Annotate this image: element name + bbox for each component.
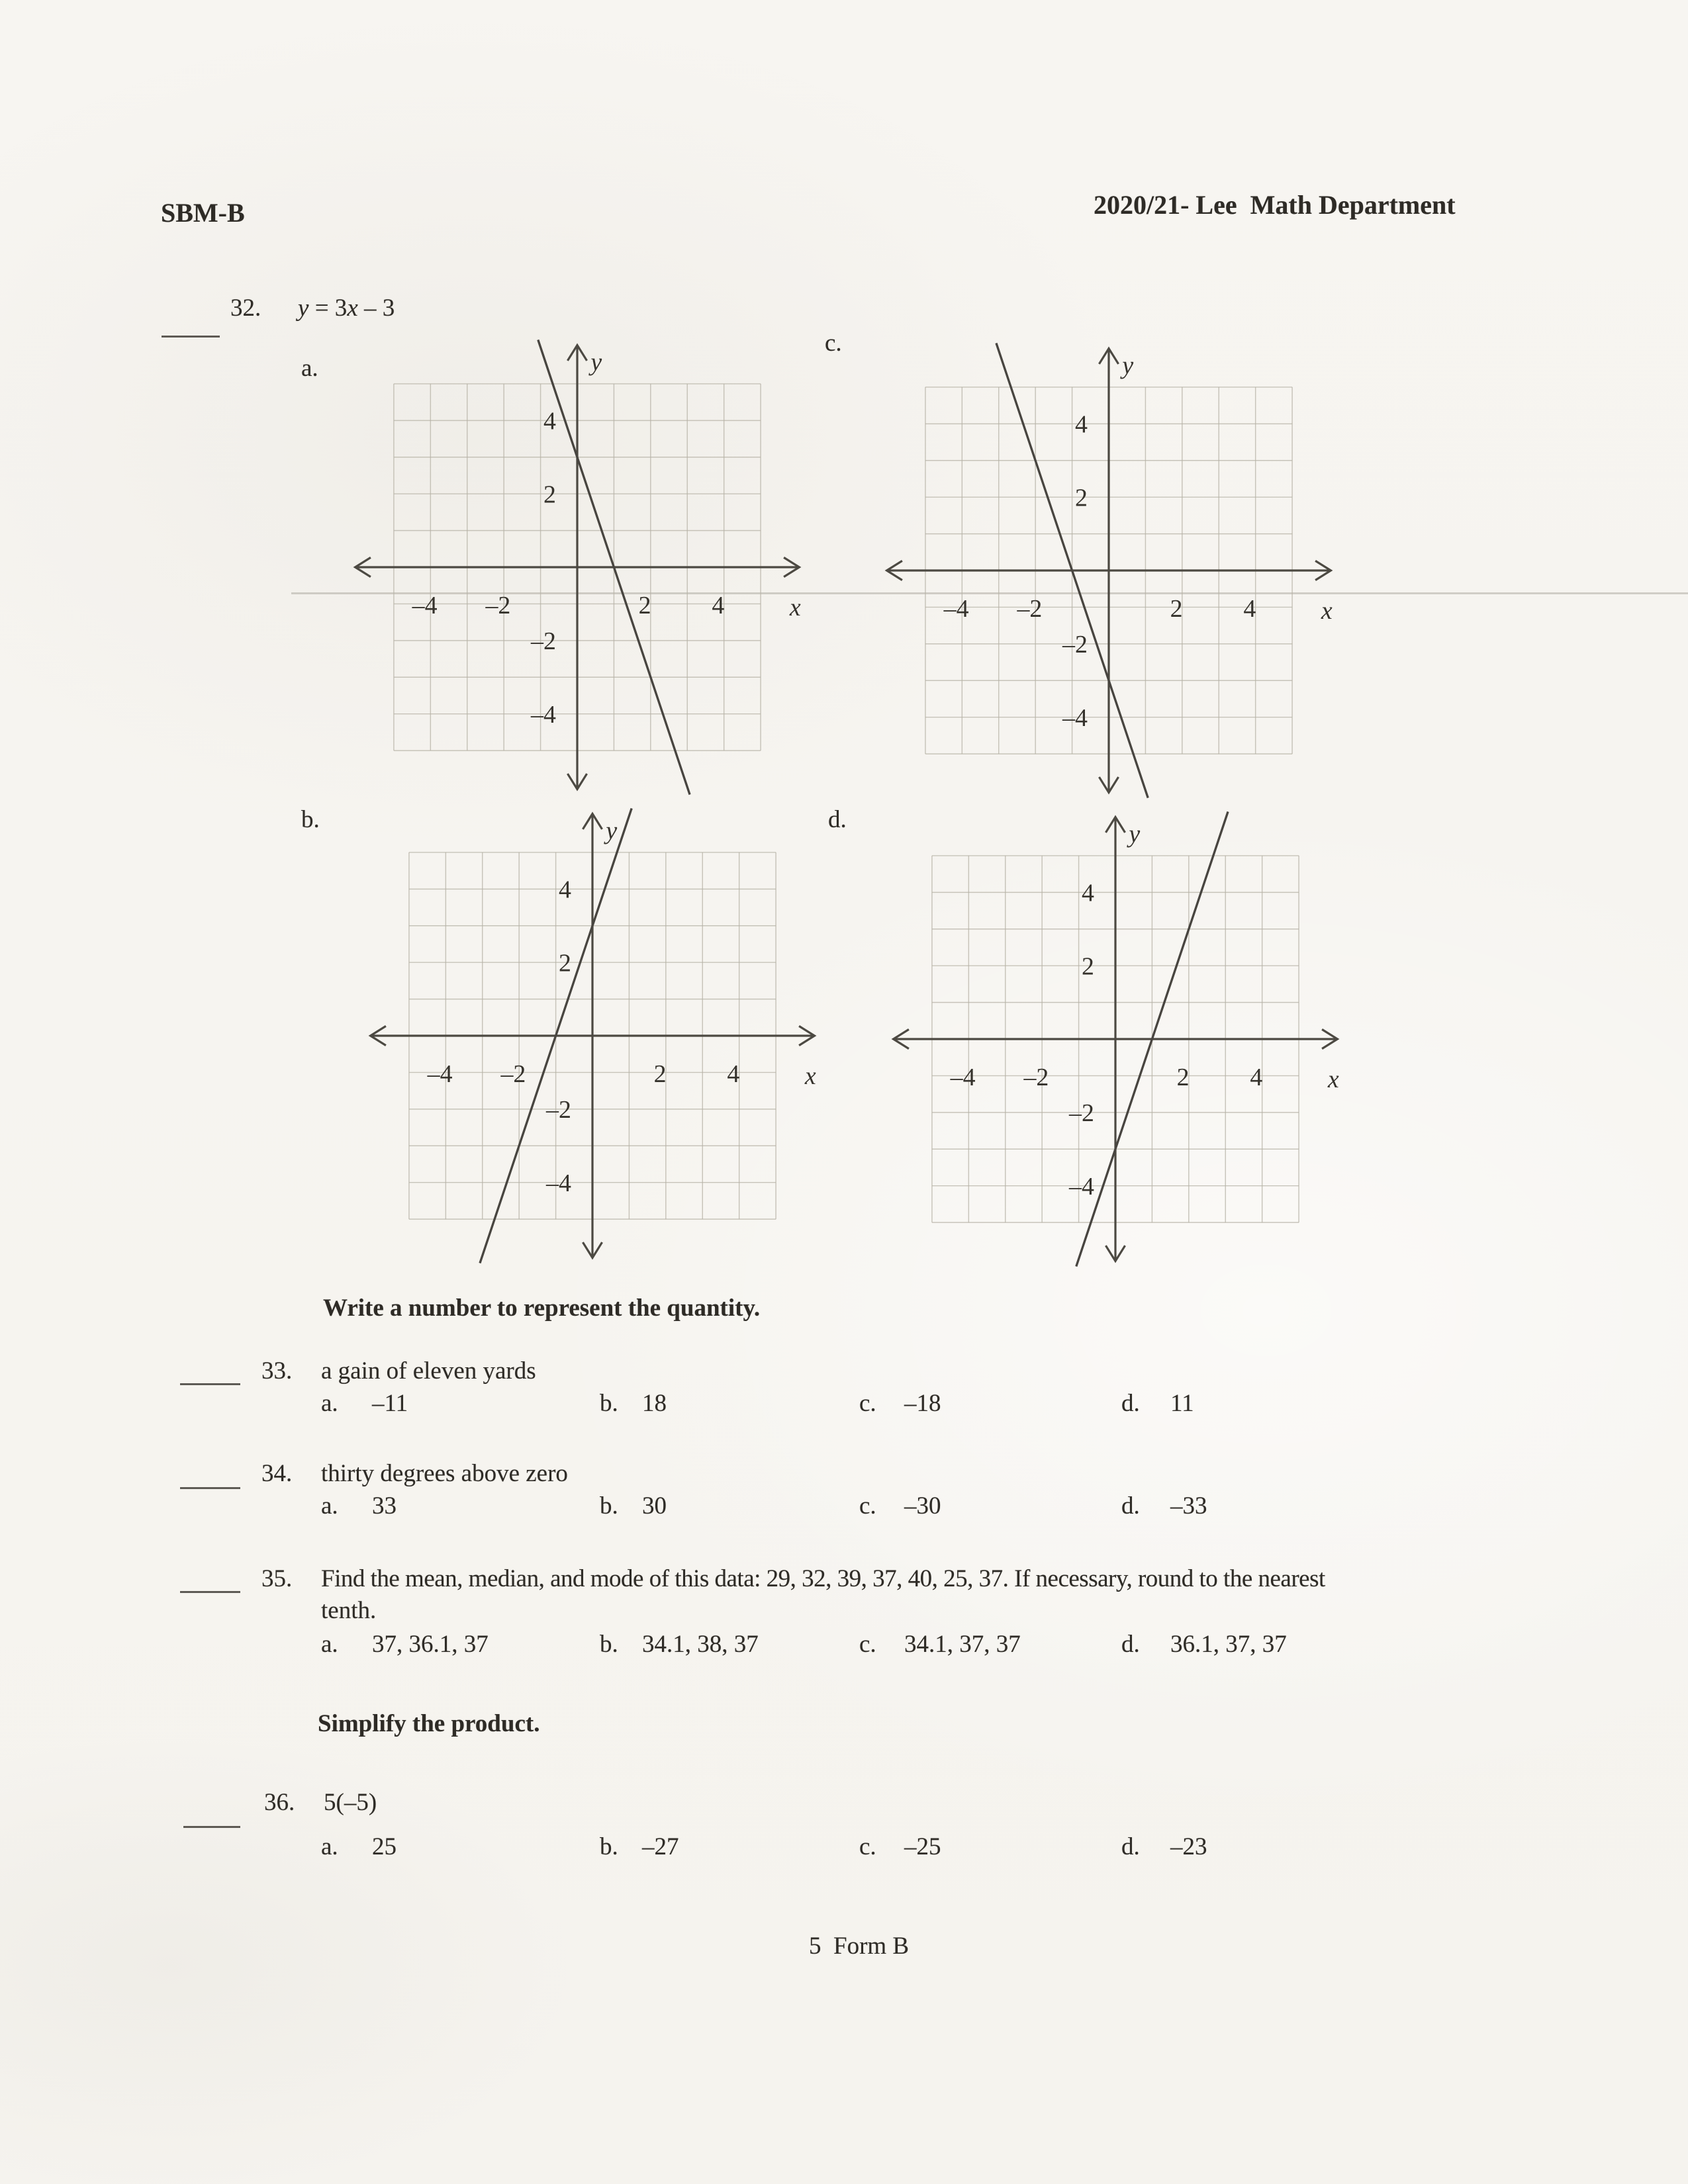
- svg-text:4: 4: [1074, 410, 1088, 439]
- graph-d-letter: d.: [828, 806, 847, 833]
- svg-text:y: y: [1122, 351, 1134, 380]
- svg-text:4: 4: [727, 1060, 740, 1088]
- svg-text:2: 2: [1170, 595, 1183, 623]
- q34-option-b-value: 30: [642, 1492, 667, 1520]
- equation-tail: – 3: [357, 295, 395, 322]
- page-footer: 5 Form B: [809, 1933, 910, 1960]
- q34-option-d-letter: d.: [1121, 1492, 1140, 1520]
- q34-option-a-letter: a.: [321, 1492, 338, 1520]
- equation-mid: = 3: [308, 295, 348, 322]
- question-36-number: 36.: [264, 1789, 295, 1816]
- question-33-number: 33.: [261, 1357, 293, 1385]
- q33-option-a-letter: a.: [321, 1390, 338, 1417]
- graph-d-plot: [884, 807, 1347, 1271]
- graph-c-letter: c.: [825, 330, 842, 357]
- svg-text:x: x: [1321, 596, 1333, 625]
- question-34-number: 34.: [261, 1460, 293, 1487]
- question-35-text-line1: Find the mean, median, and mode of this data: 29, 32, 39, 37, 40, 25, 37. If necessary, round to the nearest: [321, 1565, 1325, 1592]
- q33-option-d-letter: d.: [1121, 1390, 1140, 1417]
- q34-option-c-value: –30: [904, 1492, 941, 1520]
- svg-text:4: 4: [712, 592, 725, 619]
- answer-blank-q34: [180, 1487, 240, 1489]
- svg-text:–4: –4: [412, 592, 438, 619]
- svg-text:–4: –4: [1062, 704, 1088, 732]
- question-35-number: 35.: [261, 1565, 293, 1592]
- q34-option-c-letter: c.: [859, 1492, 876, 1520]
- svg-text:–2: –2: [1069, 1099, 1094, 1127]
- svg-text:–2: –2: [500, 1060, 526, 1088]
- svg-text:–4: –4: [943, 595, 969, 623]
- q35-option-d-value: 36.1, 37, 37: [1170, 1631, 1287, 1658]
- equation-var-x: x: [347, 295, 358, 322]
- svg-text:x: x: [789, 593, 801, 621]
- svg-text:y: y: [1129, 820, 1141, 848]
- svg-text:4: 4: [543, 407, 556, 435]
- svg-text:x: x: [804, 1062, 816, 1090]
- q36-option-b-letter: b.: [600, 1833, 618, 1860]
- header-right-title: 2020/21- Lee Math Department: [1094, 190, 1456, 220]
- answer-blank-q36: [183, 1826, 240, 1828]
- question-35-text-line2: tenth.: [321, 1597, 377, 1624]
- svg-text:2: 2: [638, 592, 651, 619]
- q35-option-b-letter: b.: [600, 1631, 618, 1658]
- q36-option-b-value: –27: [642, 1833, 679, 1860]
- question-32-equation: [298, 296, 395, 320]
- svg-text:–2: –2: [531, 627, 556, 655]
- svg-text:y: y: [606, 817, 618, 845]
- svg-text:2: 2: [1176, 1064, 1190, 1091]
- header-left-title: SBM-B: [161, 198, 245, 228]
- q33-option-a-value: –11: [372, 1390, 408, 1417]
- graph-b-letter: b.: [301, 806, 320, 833]
- q36-option-c-value: –25: [904, 1833, 941, 1860]
- q33-option-b-value: 18: [642, 1390, 667, 1417]
- question-33-text: a gain of eleven yards: [321, 1357, 536, 1385]
- question-36-text: 5(–5): [324, 1789, 377, 1816]
- q33-option-c-letter: c.: [859, 1390, 876, 1417]
- graph-a-letter: a.: [301, 355, 318, 382]
- section-heading-simplify: Simplify the product.: [318, 1710, 540, 1737]
- q34-option-d-value: –33: [1170, 1492, 1207, 1520]
- svg-text:–2: –2: [1017, 595, 1043, 623]
- q36-option-a-value: 25: [372, 1833, 397, 1860]
- svg-text:–4: –4: [546, 1169, 571, 1197]
- svg-text:–4: –4: [1069, 1172, 1094, 1201]
- question-32-number: 32.: [230, 295, 261, 322]
- q35-option-d-letter: d.: [1121, 1631, 1140, 1658]
- svg-text:4: 4: [1243, 595, 1256, 623]
- q33-option-d-value: 11: [1170, 1390, 1194, 1417]
- q33-option-b-letter: b.: [600, 1390, 618, 1417]
- svg-text:–4: –4: [531, 700, 556, 729]
- q34-option-b-letter: b.: [600, 1492, 618, 1520]
- answer-blank-q35: [180, 1591, 240, 1593]
- svg-text:–4: –4: [427, 1060, 453, 1088]
- svg-text:–2: –2: [485, 592, 511, 619]
- svg-text:4: 4: [1250, 1064, 1263, 1091]
- q36-option-d-value: –23: [1170, 1833, 1207, 1860]
- svg-text:4: 4: [1081, 879, 1094, 907]
- svg-text:2: 2: [543, 480, 556, 509]
- question-34-text: thirty degrees above zero: [321, 1460, 568, 1487]
- graph-b-plot: [361, 804, 824, 1267]
- q34-option-a-value: 33: [372, 1492, 397, 1520]
- answer-blank-q33: [180, 1383, 240, 1385]
- svg-text:–4: –4: [950, 1064, 976, 1091]
- q35-option-a-value: 37, 36.1, 37: [372, 1631, 489, 1658]
- q35-option-b-value: 34.1, 38, 37: [642, 1631, 759, 1658]
- answer-blank-q32: [162, 336, 220, 338]
- graph-a-plot: [346, 336, 809, 799]
- q36-option-d-letter: d.: [1121, 1833, 1140, 1860]
- graph-c-plot: [877, 339, 1340, 802]
- svg-text:4: 4: [558, 876, 571, 904]
- equation-var-y: y: [298, 295, 309, 322]
- q33-option-c-value: –18: [904, 1390, 941, 1417]
- svg-text:2: 2: [558, 949, 571, 978]
- section-heading-write-number: Write a number to represent the quantity.: [323, 1295, 761, 1322]
- svg-text:–2: –2: [1023, 1064, 1049, 1091]
- svg-text:2: 2: [653, 1060, 667, 1088]
- q36-option-c-letter: c.: [859, 1833, 876, 1860]
- q35-option-a-letter: a.: [321, 1631, 338, 1658]
- svg-text:–2: –2: [1062, 630, 1088, 659]
- q36-option-a-letter: a.: [321, 1833, 338, 1860]
- svg-text:y: y: [590, 348, 602, 377]
- q35-option-c-value: 34.1, 37, 37: [904, 1631, 1021, 1658]
- svg-text:2: 2: [1081, 952, 1094, 981]
- svg-text:2: 2: [1074, 484, 1088, 512]
- svg-text:x: x: [1327, 1065, 1339, 1093]
- q35-option-c-letter: c.: [859, 1631, 876, 1658]
- svg-text:–2: –2: [546, 1095, 571, 1124]
